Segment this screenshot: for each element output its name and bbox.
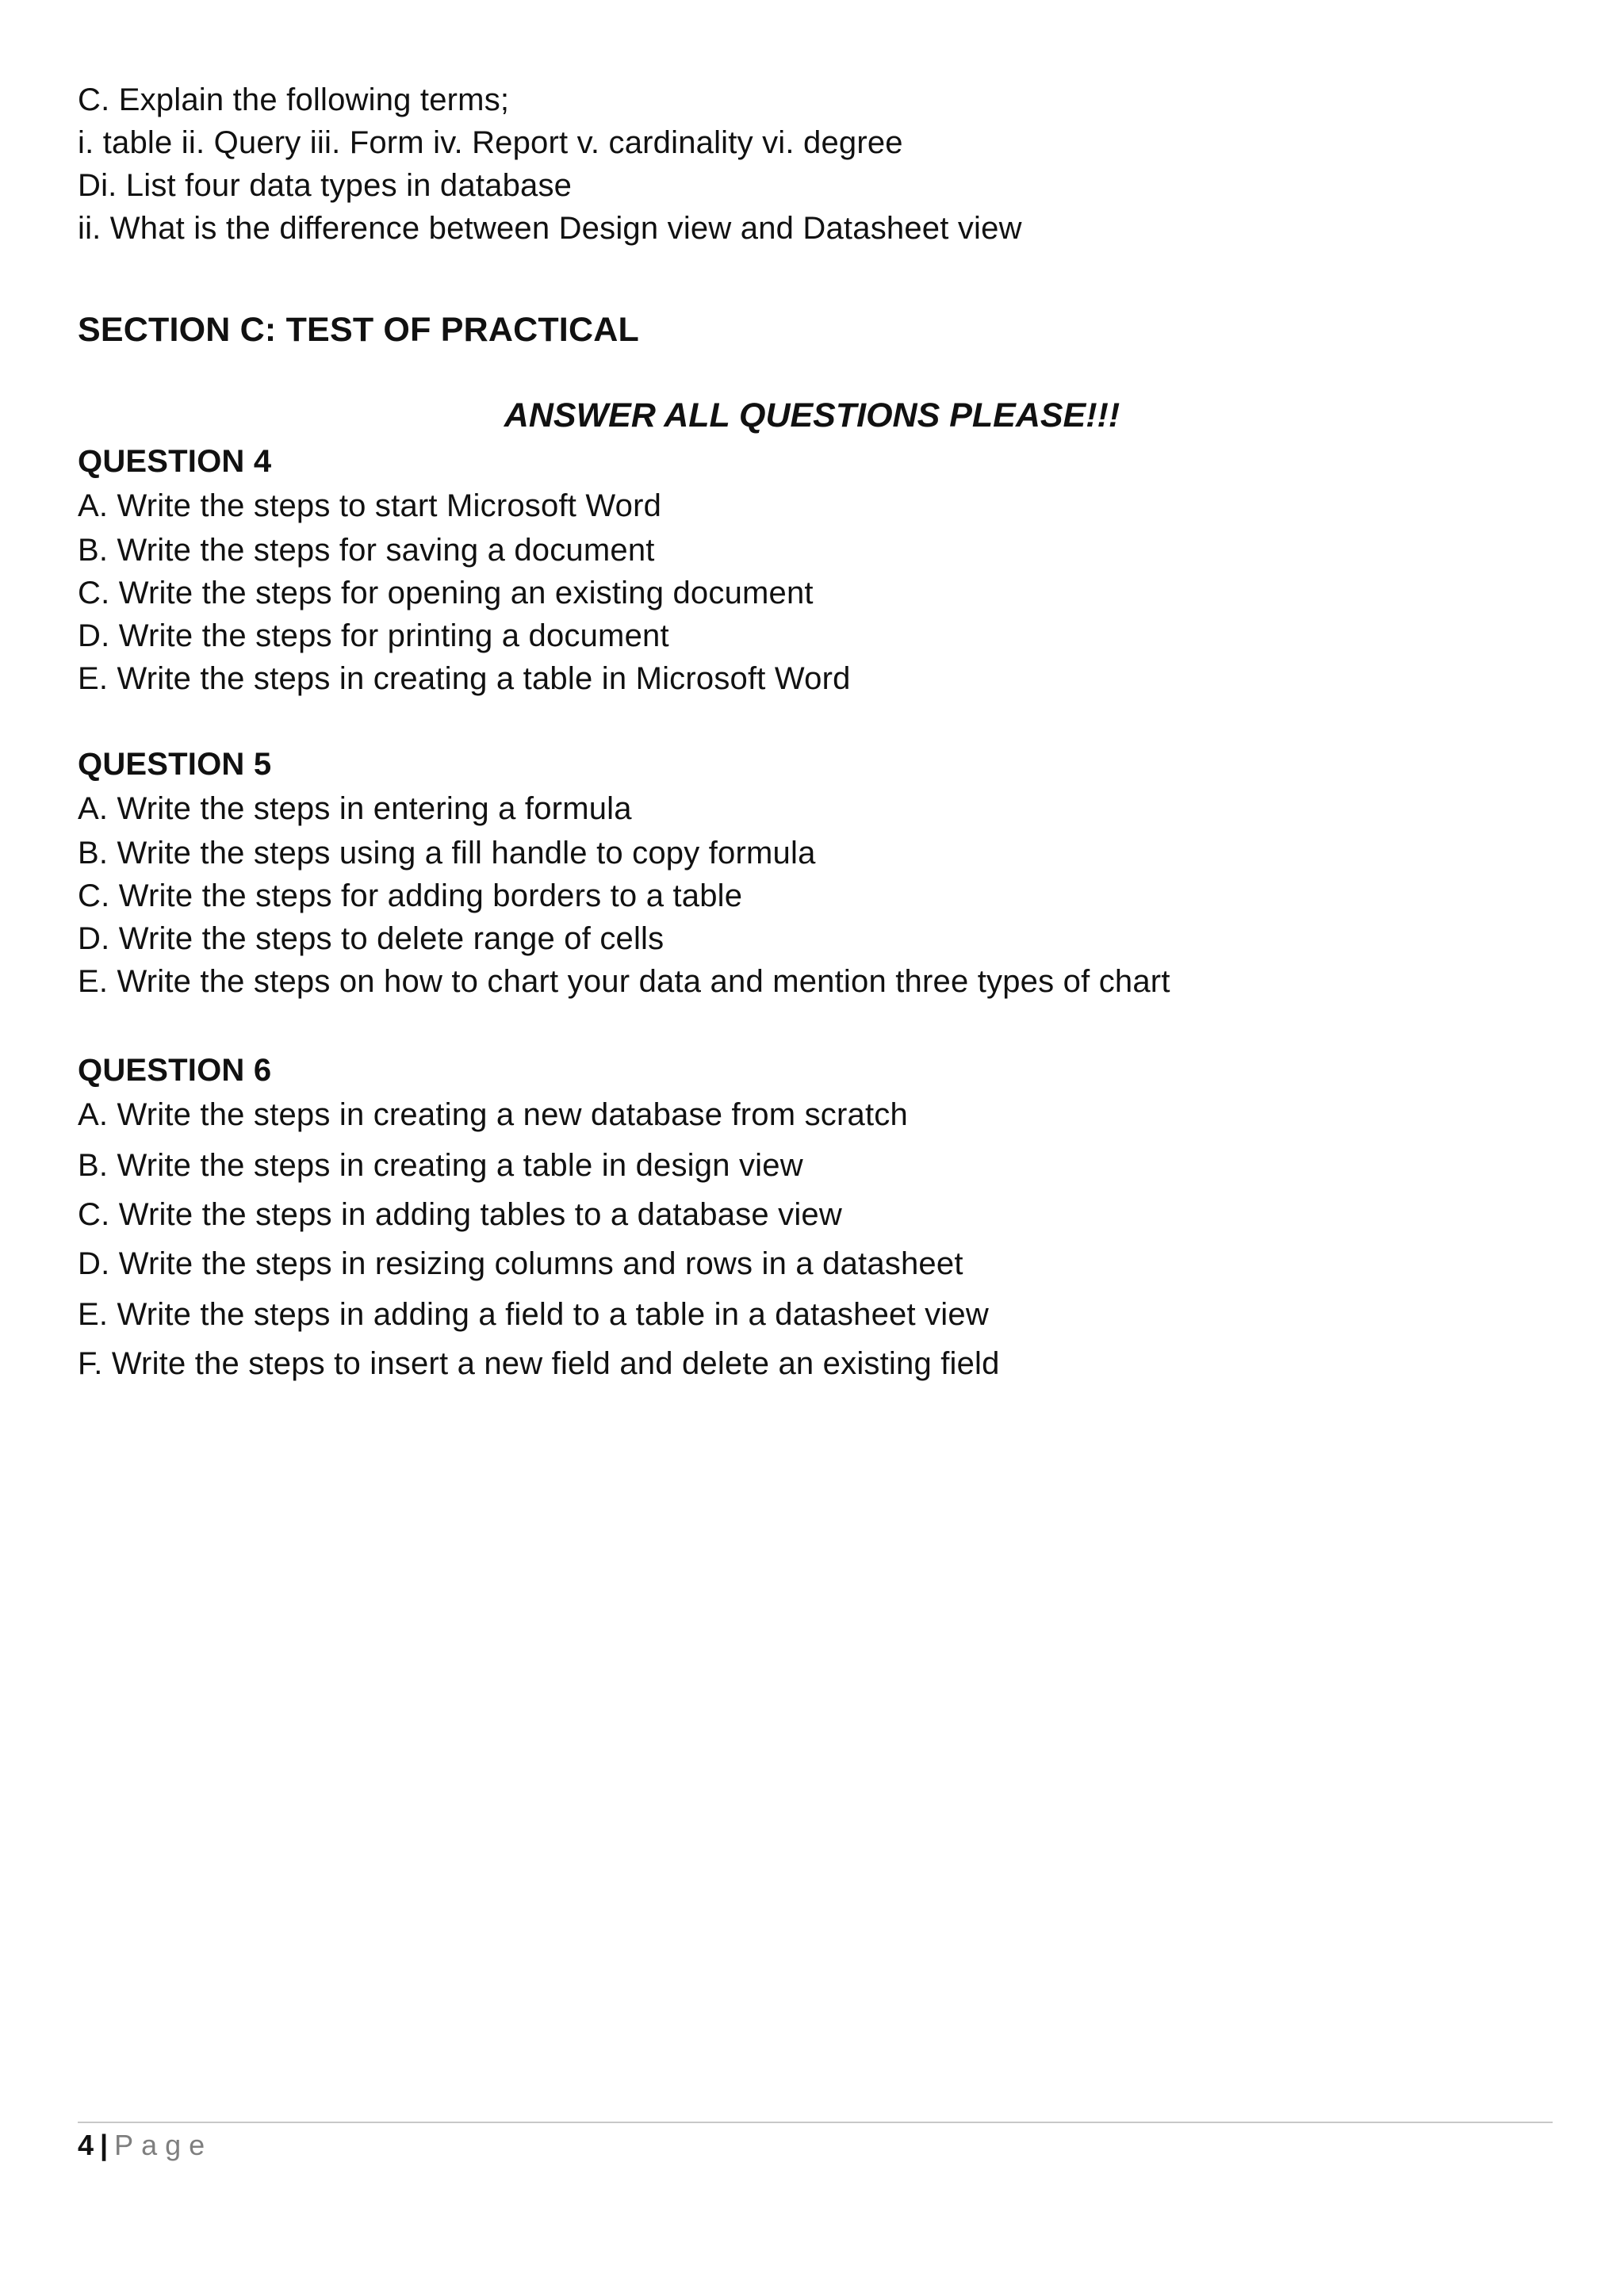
question-5-item-c: C. Write the steps for adding borders to a table — [78, 878, 743, 913]
question-6-title: QUESTION 6 — [78, 1053, 272, 1088]
question-4-title: QUESTION 4 — [78, 444, 272, 479]
section-c-title: SECTION C: TEST OF PRACTICAL — [78, 311, 639, 349]
section-b-terms-list: i. table ii. Query iii. Form iv. Report v. cardinality vi. degree — [78, 125, 903, 160]
section-c-instruction: ANSWER ALL QUESTIONS PLEASE!!! — [504, 396, 1120, 434]
question-6-item-c: C. Write the steps in adding tables to a database view — [78, 1197, 842, 1232]
question-5-item-a: A. Write the steps in entering a formula — [78, 791, 632, 826]
page-footer — [78, 2128, 213, 2163]
question-6-item-e: E. Write the steps in adding a field to a table in a datasheet view — [78, 1297, 989, 1332]
page-number: 4 — [78, 2129, 94, 2161]
question-6-item-b: B. Write the steps in creating a table in design view — [78, 1148, 803, 1183]
question-6-item-a: A. Write the steps in creating a new database from scratch — [78, 1097, 908, 1132]
page-label: Page — [114, 2129, 213, 2161]
question-4-item-e: E. Write the steps in creating a table in Microsoft Word — [78, 661, 851, 696]
question-4-item-a: A. Write the steps to start Microsoft Word — [78, 488, 662, 523]
footer-separator: | — [100, 2129, 109, 2161]
section-b-item-c: C. Explain the following terms; — [78, 82, 510, 117]
section-b-item-d-ii: ii. What is the difference between Design view and Datasheet view — [78, 211, 1022, 246]
footer-divider — [78, 2122, 1553, 2123]
question-6-item-d: D. Write the steps in resizing columns and rows in a datasheet — [78, 1246, 963, 1281]
question-4-item-d: D. Write the steps for printing a document — [78, 618, 669, 653]
question-5-item-d: D. Write the steps to delete range of cells — [78, 921, 665, 956]
section-b-item-d-i: Di. List four data types in database — [78, 168, 573, 203]
question-4-item-b: B. Write the steps for saving a document — [78, 533, 655, 568]
question-5-title: QUESTION 5 — [78, 747, 272, 782]
question-6-item-f: F. Write the steps to insert a new field and delete an existing field — [78, 1346, 1000, 1381]
question-5-item-e: E. Write the steps on how to chart your data and mention three types of chart — [78, 964, 1170, 999]
question-5-item-b: B. Write the steps using a fill handle to copy formula — [78, 836, 816, 871]
question-4-item-c: C. Write the steps for opening an existing document — [78, 576, 814, 610]
